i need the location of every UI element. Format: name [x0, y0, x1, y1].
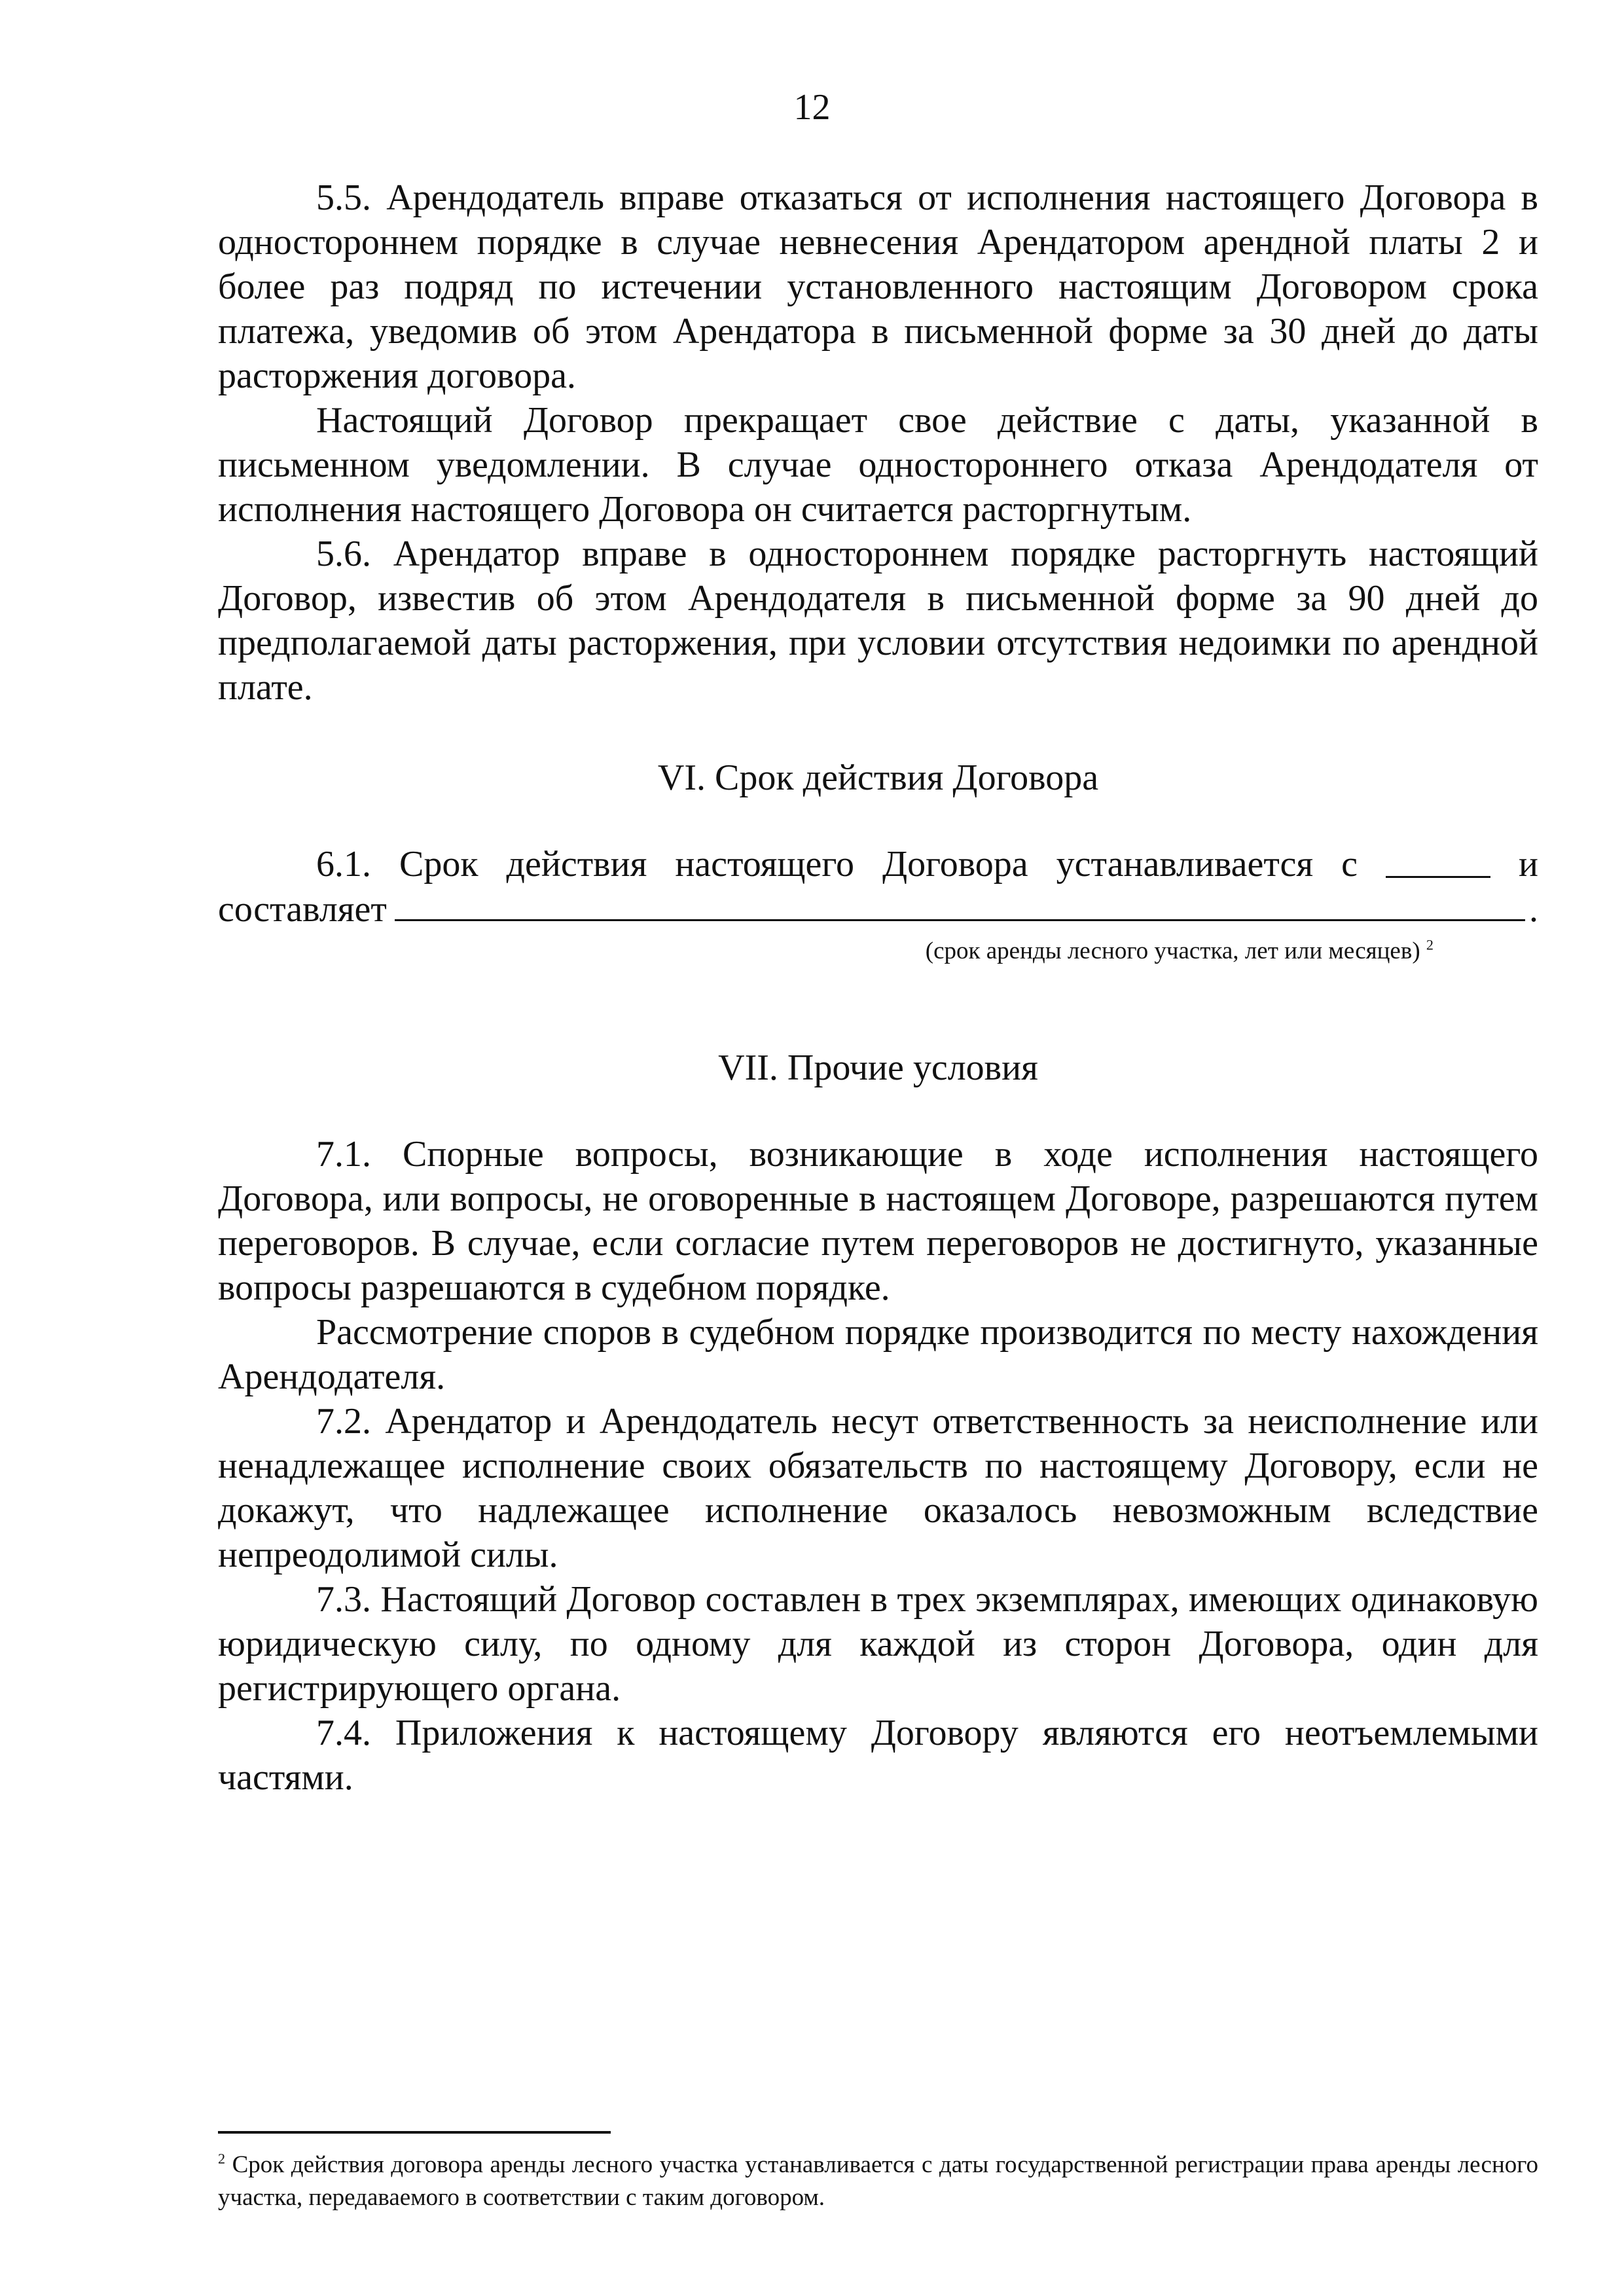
- period: .: [1529, 889, 1538, 930]
- word: Срок: [399, 844, 478, 884]
- word: с: [1341, 844, 1358, 884]
- paragraph-6-1-line1: [218, 842, 1538, 886]
- start-date-blank: [1386, 842, 1490, 878]
- lease-term-caption: [218, 936, 1538, 967]
- page-number: 12: [793, 87, 831, 128]
- paragraph-7-2: 7.2. Арендатор и Арендодатель несут ответственность за неисполнение или ненадлежащее исполнение своих обязательств по настоящему Договору, если не докажут, что надлежащее исполнение оказалось невозможным вследствие непреодолимой силы.: [218, 1401, 1538, 1575]
- word: 6.1.: [316, 844, 371, 884]
- footnote-ref: 2: [1426, 936, 1434, 953]
- paragraph-5-6: 5.6. Арендатор вправе в одностороннем порядке расторгнуть настоящий Договор, известив об этом Арендодателя в письменной форме за 90 дней до предполагаемой даты расторжения, при условии отсутствия недоимки по арендной плате.: [218, 534, 1538, 708]
- paragraph-7-4: 7.4. Приложения к настоящему Договору являются его неотъемлемыми частями.: [218, 1713, 1538, 1798]
- word: устанавливается: [1056, 844, 1314, 884]
- paragraph-6-1: [218, 842, 1538, 967]
- word: и: [1518, 844, 1538, 884]
- caption-text: (срок аренды лесного участка, лет или месяцев): [925, 938, 1420, 964]
- document-body: [218, 175, 1538, 1800]
- footnote-separator: [218, 2131, 611, 2134]
- word: настоящего: [675, 844, 854, 884]
- paragraph-6-1-line2: [218, 886, 1538, 932]
- word: Договора: [882, 844, 1028, 884]
- paragraph-7-1-disputes: Рассмотрение споров в судебном порядке производится по месту нахождения Арендодателя.: [218, 1312, 1538, 1397]
- footnote-text: Срок действия договора аренды лесного участка устанавливается с даты государственной регистрации права аренды лесного участка, передаваемого в соответствии с таким договором.: [218, 2151, 1538, 2211]
- paragraph-7-1: 7.1. Спорные вопросы, возникающие в ходе исполнения настоящего Договора, или вопросы, не оговоренные в настоящем Договоре, разрешаются путем переговоров. В случае, если согласие путем переговоров не достигнуто, указанные вопросы разрешаются в судебном порядке.: [218, 1134, 1538, 1308]
- paragraph-5-5-termination: Настоящий Договор прекращает свое действие с даты, указанной в письменном уведомлении. В случае одностороннего отказа Арендодателя от исполнения настоящего Договора он считается расторгнутым.: [218, 400, 1538, 530]
- footnote-marker: 2: [218, 2150, 226, 2167]
- lease-term-blank: [395, 886, 1525, 921]
- footnote: [218, 2149, 1538, 2214]
- paragraph-5-5: 5.5. Арендодатель вправе отказаться от исполнения настоящего Договора в одностороннем порядке в случае невнесения Арендатором арендной платы 2 и более раз подряд по истечении установленного настоящим Договором срока платежа, уведомив об этом Арендатора в письменной форме за 30 дней до даты расторжения договора.: [218, 177, 1538, 396]
- word: составляет: [218, 889, 387, 930]
- section-6-title: VI. Срок действия Договора: [657, 757, 1099, 798]
- section-7-title: VII. Прочие условия: [718, 1048, 1038, 1088]
- paragraph-7-3: 7.3. Настоящий Договор составлен в трех экземплярах, имеющих одинаковую юридическую силу, по одному для каждой из сторон Договора, один для регистрирующего органа.: [218, 1579, 1538, 1709]
- word: действия: [506, 844, 647, 884]
